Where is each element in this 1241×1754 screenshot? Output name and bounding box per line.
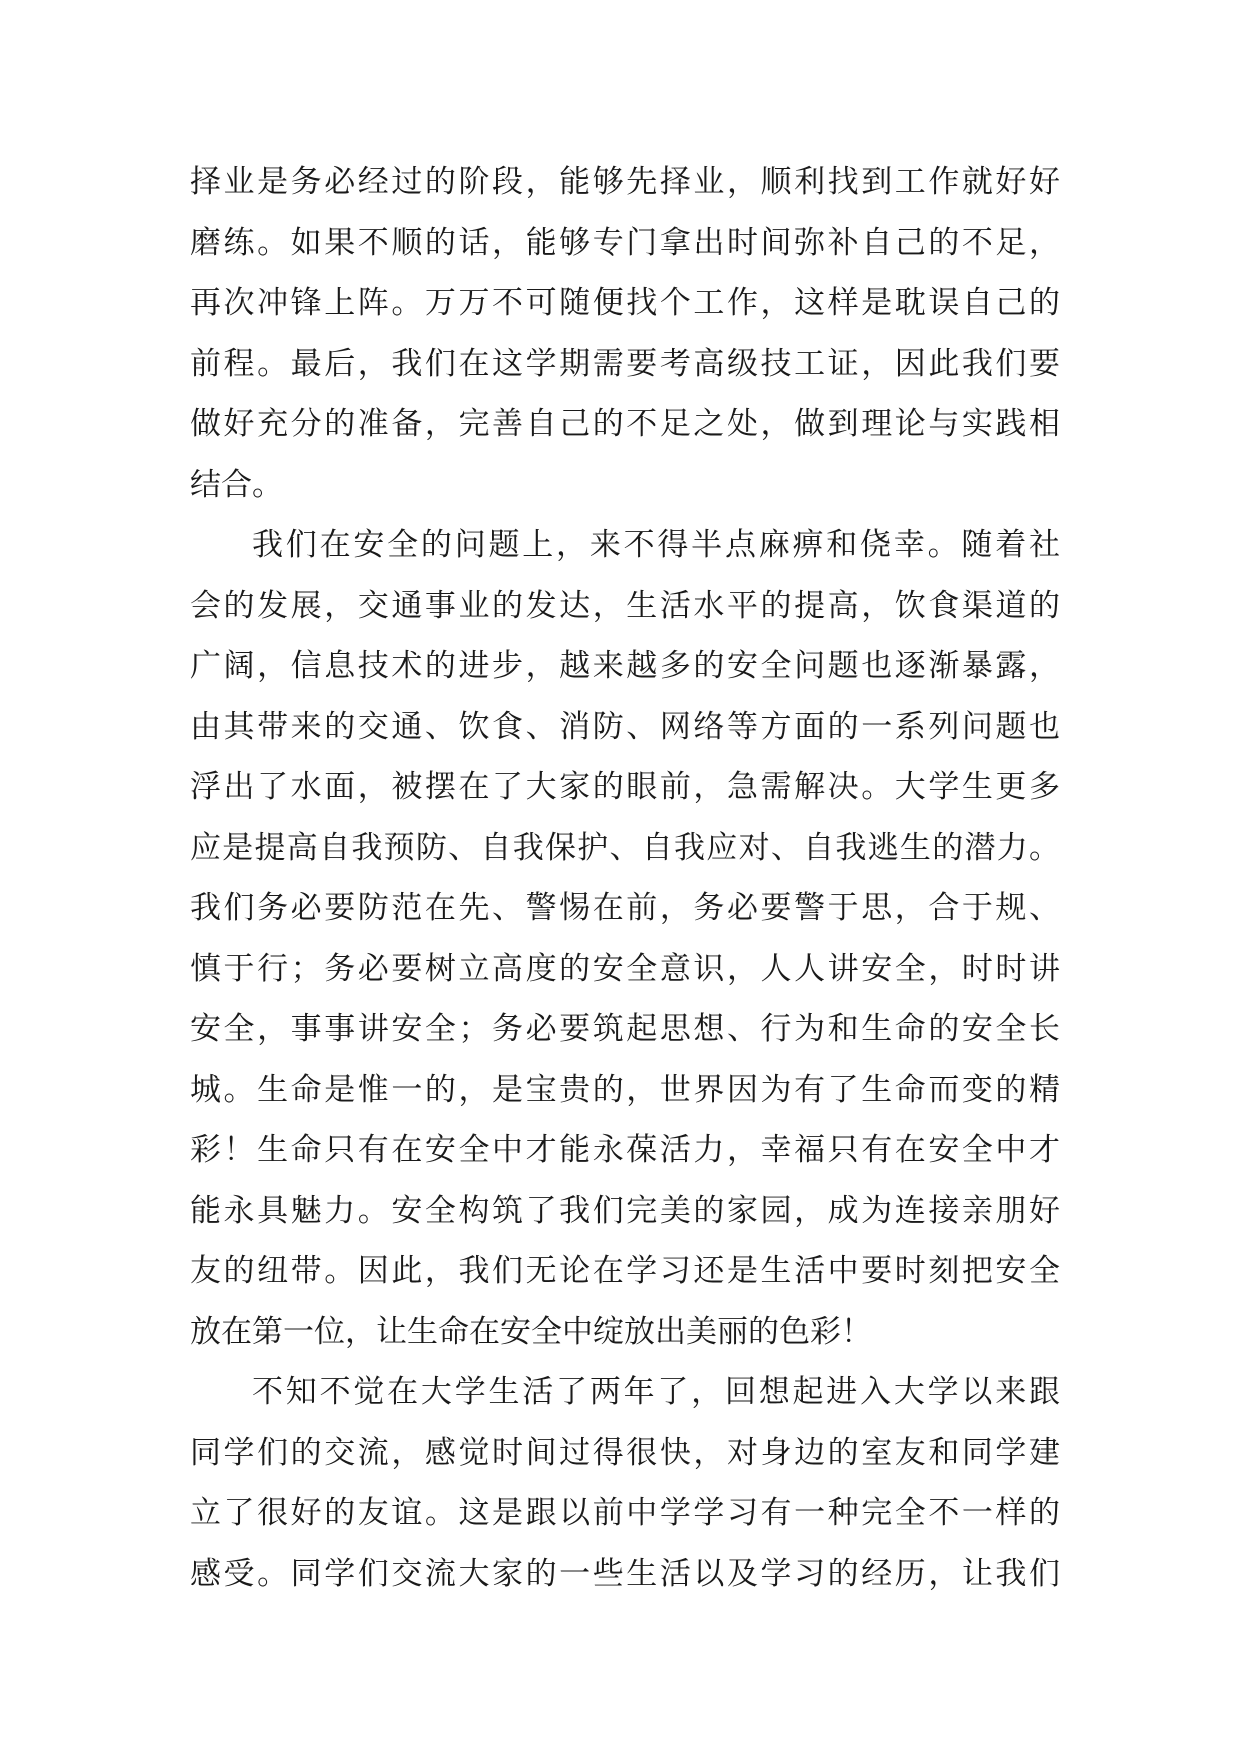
paragraph-1 [190,152,1060,515]
text-line: 彩！生命只有在安全中才能永葆活力，幸福只有在安全中才 [190,1132,1060,1168]
text-line: 做好充分的准备，完善自己的不足之处，做到理论与实践相 [190,406,1060,442]
text-line: 磨练。如果不顺的话，能够专门拿出时间弥补自己的不足， [190,224,1060,261]
text-line: 我们在安全的问题上，来不得半点麻痹和侥幸。随着社 [252,527,1060,563]
text-line: 能永具魅力。安全构筑了我们完美的家园，成为连接亲朋好 [190,1192,1060,1229]
text-line: 前程。最后，我们在这学期需要考高级技工证，因此我们要 [190,345,1060,382]
text-line: 放在第一位，让生命在安全中绽放出美丽的色彩！ [190,1313,872,1350]
text-line: 再次冲锋上阵。万万不可随便找个工作，这样是耽误自己的 [190,285,1060,321]
text-line: 慎于行；务必要树立高度的安全意识，人人讲安全，时时讲 [190,950,1060,987]
text-line: 结合。 [190,466,283,503]
text-line: 城。生命是惟一的，是宝贵的，世界因为有了生命而变的精 [190,1071,1060,1108]
text-line: 会的发展，交通事业的发达，生活水平的提高，饮食渠道的 [190,587,1060,624]
text-line: 应是提高自我预防、自我保护、自我应对、自我逃生的潜力。 [190,829,1060,866]
paragraph-3 [190,1362,1060,1604]
text-line: 择业是务必经过的阶段，能够先择业，顺利找到工作就好好 [190,164,1060,200]
text-line: 不知不觉在大学生活了两年了，回想起进入大学以来跟 [252,1374,1060,1410]
text-line: 浮出了水面，被摆在了大家的眼前，急需解决。大学生更多 [190,769,1060,805]
text-line: 感受。同学们交流大家的一些生活以及学习的经历，让我们 [190,1555,1060,1592]
text-line: 安全，事事讲安全；务必要筑起思想、行为和生命的安全长 [190,1011,1060,1047]
text-line: 广阔，信息技术的进步，越来越多的安全问题也逐渐暴露， [190,648,1060,684]
text-line: 由其带来的交通、饮食、消防、网络等方面的一系列问题也 [190,708,1060,745]
paragraph-2 [190,515,1060,1362]
document-body [190,152,1060,1604]
text-line: 立了很好的友谊。这是跟以前中学学习有一种完全不一样的 [190,1495,1060,1531]
text-line: 我们务必要防范在先、警惕在前，务必要警于思，合于规、 [190,890,1060,926]
text-line: 友的纽带。因此，我们无论在学习还是生活中要时刻把安全 [190,1253,1060,1289]
text-line: 同学们的交流，感觉时间过得很快，对身边的室友和同学建 [190,1434,1060,1471]
